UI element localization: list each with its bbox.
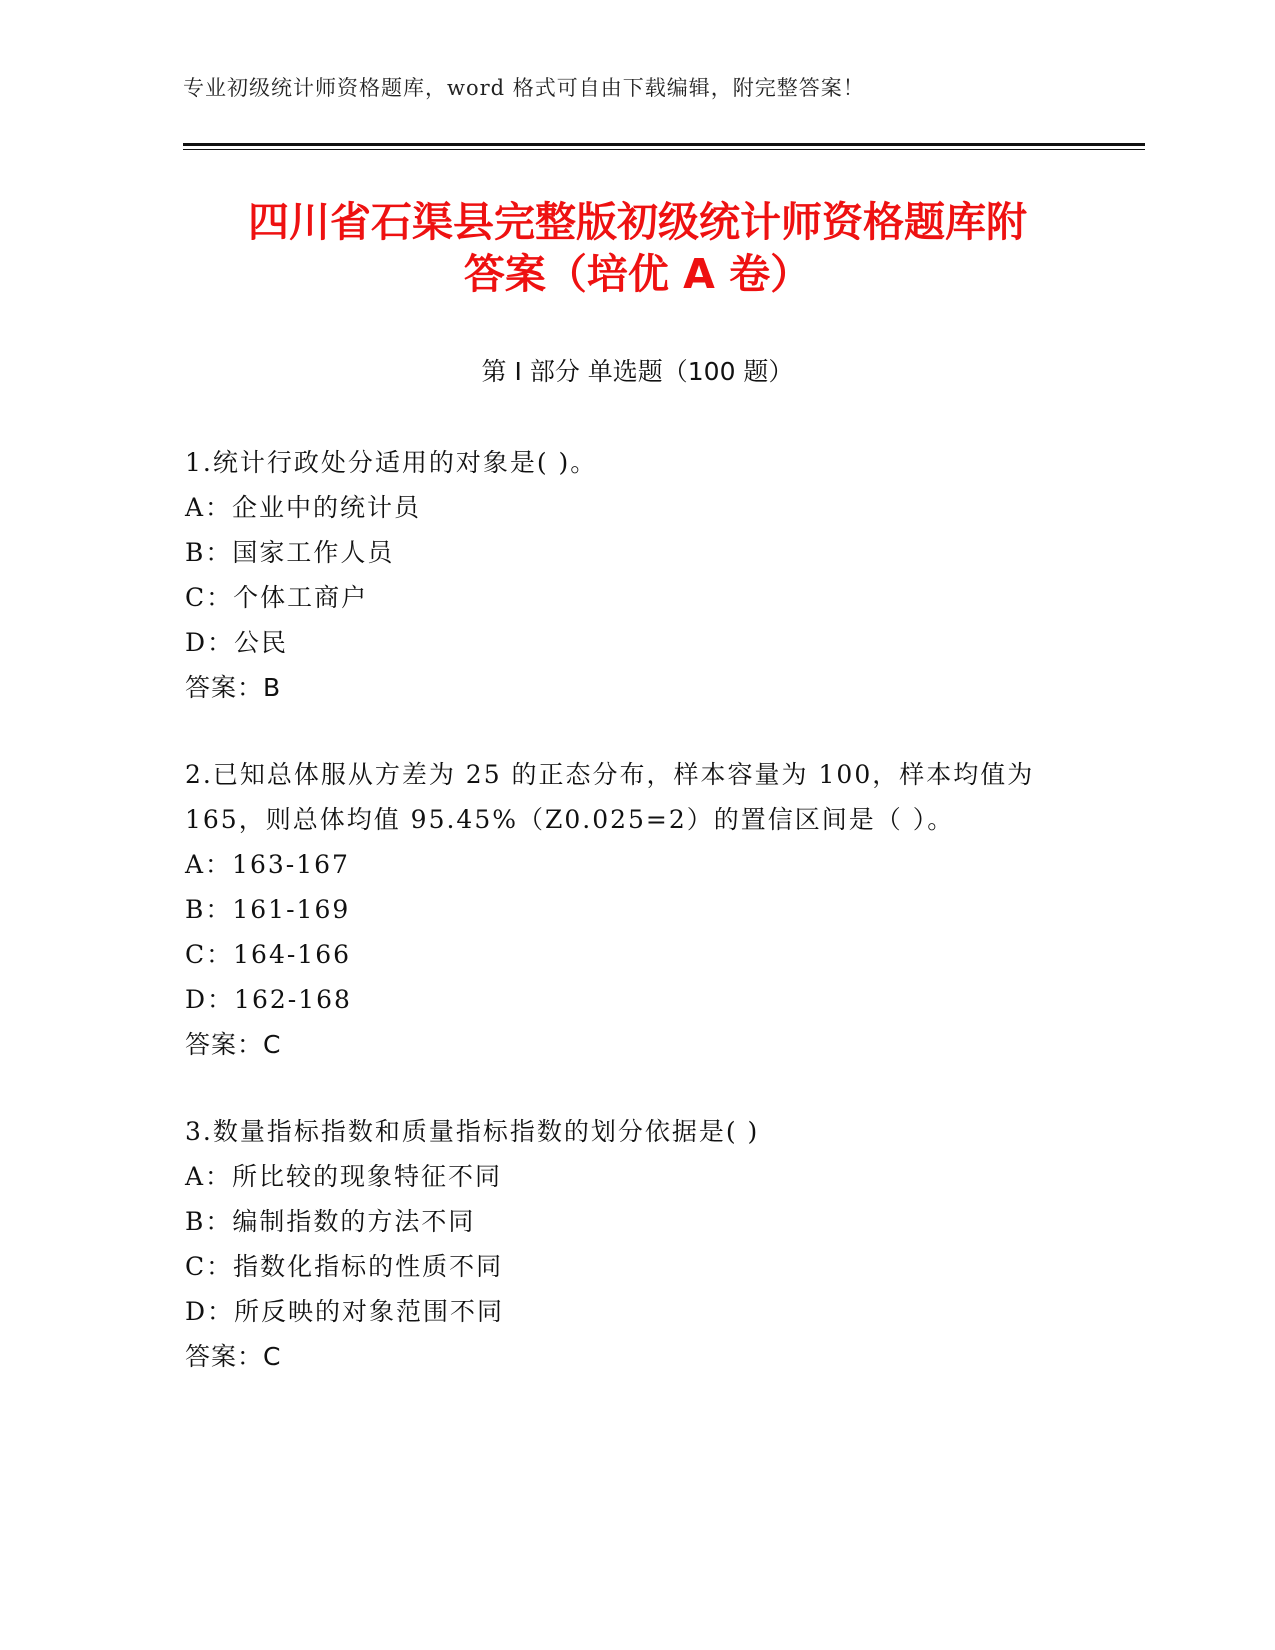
question-text: 1.统计行政处分适用的对象是( )。 xyxy=(185,448,598,477)
header-rule xyxy=(183,143,1145,146)
option-a: A：所比较的现象特征不同 xyxy=(185,1162,503,1191)
question-2 xyxy=(185,752,1085,1067)
option-c: C：164-166 xyxy=(185,940,352,969)
question-list xyxy=(185,440,1085,1421)
option-d: D：公民 xyxy=(185,628,289,657)
option-b: B：161-169 xyxy=(185,895,351,924)
option-a: A：163-167 xyxy=(185,850,350,879)
question-3 xyxy=(185,1109,1085,1379)
header-rule-thin xyxy=(183,149,1145,150)
option-d: D：162-168 xyxy=(185,985,352,1014)
page-header: 专业初级统计师资格题库，word 格式可自由下载编辑，附完整答案！ xyxy=(183,76,865,100)
section-title: 第 I 部分 单选题（100 题） xyxy=(481,357,794,386)
option-c: C：指数化指标的性质不同 xyxy=(185,1252,504,1281)
document-title-line2: 答案（培优 A 卷） xyxy=(463,250,812,298)
question-1 xyxy=(185,440,1085,710)
option-b: B：国家工作人员 xyxy=(185,538,395,567)
answer: 答案：B xyxy=(185,673,282,702)
option-d: D：所反映的对象范围不同 xyxy=(185,1297,505,1326)
option-a: A：企业中的统计员 xyxy=(185,493,422,522)
option-b: B：编制指数的方法不同 xyxy=(185,1207,476,1236)
document-title-line1: 四川省石渠县完整版初级统计师资格题库附 xyxy=(248,198,1027,246)
question-text: 3.数量指标指数和质量指标指数的划分依据是( ) xyxy=(185,1117,760,1146)
option-c: C：个体工商户 xyxy=(185,583,369,612)
document-title xyxy=(150,196,1125,300)
answer: 答案：C xyxy=(185,1342,282,1371)
question-text: 2.已知总体服从方差为 25 的正态分布，样本容量为 100，样本均值为 165，则总体均值 95.45%（Z0.025=2）的置信区间是（ ）。 xyxy=(185,760,1035,834)
answer: 答案：C xyxy=(185,1030,282,1059)
